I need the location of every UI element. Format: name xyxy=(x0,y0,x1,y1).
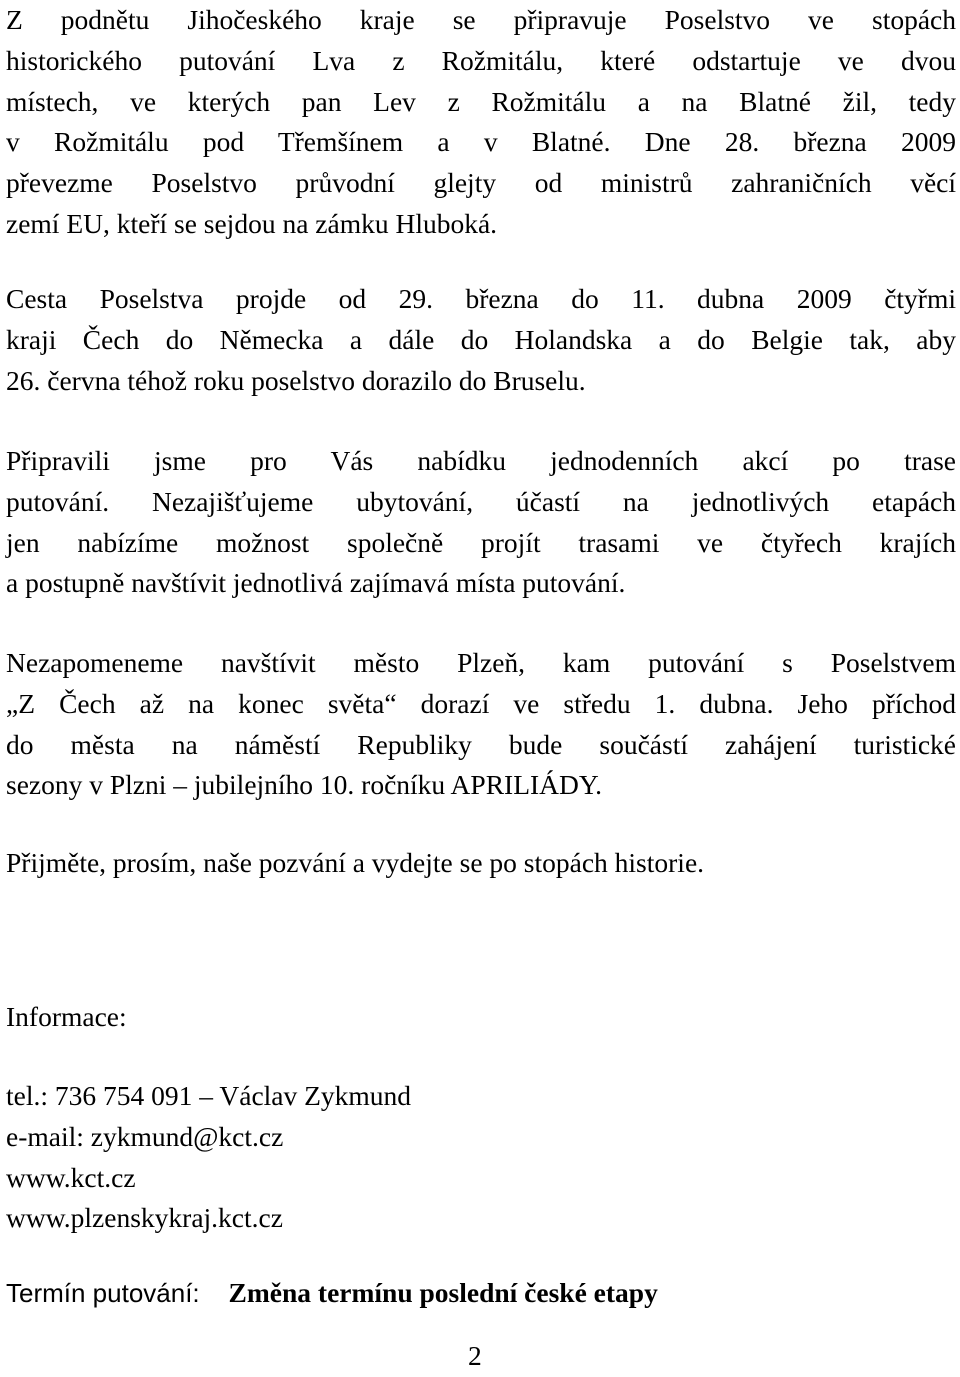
text-line: převezme Poselstvo průvodní glejty od ministrů zahraničních věcí xyxy=(6,167,956,199)
text-line: Připravili jsme pro Vás nabídku jednodenních akcí po trase xyxy=(6,445,956,476)
text-line: a postupně navštívit jednotlivá zajímavá místa putování. xyxy=(6,567,626,599)
text-line: sezony v Plzni – jubilejního 10. ročníku APRILIÁDY. xyxy=(6,769,603,801)
text-line: zemí EU, kteří se sejdou na zámku Hluboká. xyxy=(6,207,498,239)
text-line: 26. června téhož roku poselstvo dorazilo do Bruselu. xyxy=(6,364,586,396)
text-line: do města na náměstí Republiky bude součástí zahájení turistické xyxy=(6,728,956,760)
paragraph-plzen xyxy=(6,643,956,806)
contact-web-plzensky[interactable]: www.plzenskykraj.kct.cz xyxy=(6,1202,283,1234)
text-line: jen nabízíme možnost společně projít trasami ve čtyřech krajích xyxy=(6,526,956,558)
text-line: historického putování Lva z Rožmitálu, které odstartuje ve dvou xyxy=(6,44,956,76)
text-line: místech, ve kterých pan Lev z Rožmitálu a na Blatné žil, tedy xyxy=(6,85,956,117)
info-heading: Informace: xyxy=(6,1001,127,1032)
text-line: Cesta Poselstva projde od 29. března do 11. dubna 2009 čtyřmi xyxy=(6,283,956,314)
paragraph-invitation: Přijměte, prosím, naše pozvání a vydejte se po stopách historie. xyxy=(6,847,705,878)
text-line: „Z Čech až na konec světa“ dorazí ve středu 1. dubna. Jeho příchod xyxy=(6,687,956,719)
termin-value: Změna termínu poslední české etapy xyxy=(228,1277,658,1308)
contact-block xyxy=(6,1076,411,1239)
contact-email[interactable]: e-mail: zykmund@kct.cz xyxy=(6,1120,284,1152)
text-line: v Rožmitálu pod Třemšínem a v Blatné. Dne 28. března 2009 xyxy=(6,126,956,158)
text-line: Z podnětu Jihočeského kraje se připravuje Poselstvo ve stopách xyxy=(6,4,956,35)
contact-web-kct[interactable]: www.kct.cz xyxy=(6,1161,136,1193)
text-line: putování. Nezajišťujeme ubytování, účastí na jednotlivých etapách xyxy=(6,485,956,517)
termin-row xyxy=(6,1273,658,1314)
termin-label: Termín putování: xyxy=(6,1278,200,1308)
page-number: 2 xyxy=(468,1340,482,1371)
paragraph-intro xyxy=(6,0,956,245)
paragraph-route xyxy=(6,279,956,401)
paragraph-offer xyxy=(6,441,956,604)
contact-phone: tel.: 736 754 091 – Václav Zykmund xyxy=(6,1080,412,1111)
text-line: kraji Čech do Německa a dále do Holandska a do Belgie tak, aby xyxy=(6,323,956,355)
text-line: Nezapomeneme navštívit město Plzeň, kam putování s Poselstvem xyxy=(6,647,956,678)
